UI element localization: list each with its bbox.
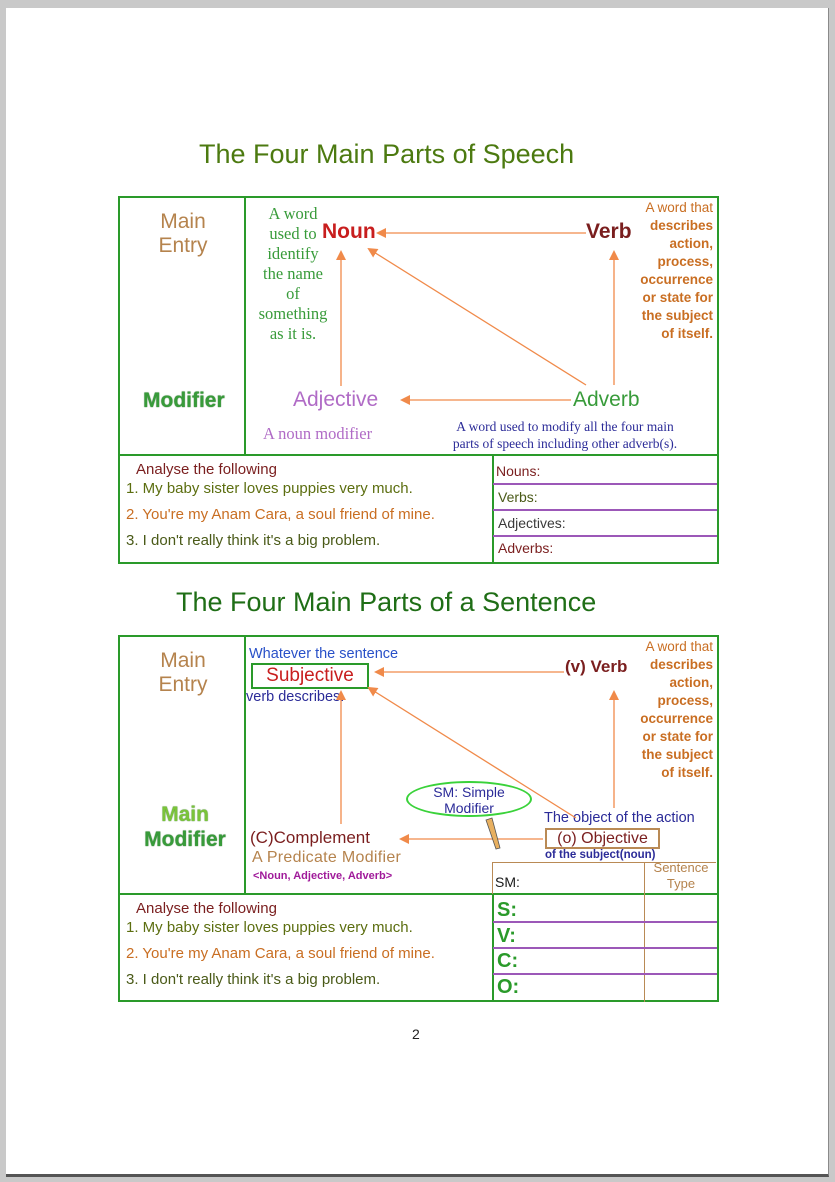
sentence-item: 3. I don't really think it's a big problem. (126, 971, 381, 988)
adverbs-label: Adverbs: (498, 540, 554, 556)
main-entry-line-1: Main (160, 210, 206, 233)
analyse-title: Analyse the following (136, 461, 277, 478)
svo-object-label: O: (497, 976, 520, 998)
main-modifier-line-2: Modifier (144, 828, 226, 851)
verb-def-line: of itself. (661, 326, 713, 341)
verb-def-line: process, (657, 693, 713, 708)
complement-word: Complement (273, 828, 370, 847)
adjectives-label: Adjectives: (498, 515, 566, 531)
adverb-word: Adverb (573, 388, 640, 411)
noun-def-line: the name (262, 264, 323, 283)
verb-def-line: occurrence (640, 272, 713, 287)
verb-def-line: action, (669, 675, 713, 690)
svo-complement-label: C: (497, 950, 519, 972)
analyse-title-2: Analyse the following (136, 900, 277, 917)
sentence-type-line: Sentence (653, 860, 709, 875)
verb-def-line: process, (657, 254, 713, 269)
verb-def-line: the subject (641, 308, 713, 323)
noun-def-line: as it is. (269, 324, 317, 343)
subjective-bottom-text: verb describes. (246, 689, 345, 705)
sentence-item: 3. I don't really think it's a big problem. (126, 532, 381, 549)
main-entry-line-2: Entry (158, 234, 208, 257)
subjective-top-text: Whatever the sentence (249, 646, 399, 662)
sentence-item: 1. My baby sister loves puppies very much. (126, 480, 413, 497)
noun-def-line: A word (268, 204, 318, 223)
sentence-item: 2. You're my Anam Cara, a soul friend of mine. (126, 506, 435, 523)
verb-def-line: occurrence (640, 711, 713, 726)
noun-def-line: used to (269, 224, 317, 243)
svo-row-line (493, 973, 717, 975)
noun-def-line: something (258, 304, 328, 323)
type-column-divider (644, 862, 645, 1002)
sentence-verb-word: (v) Verb (565, 657, 628, 676)
complement-subtitle: A Predicate Modifier (252, 849, 402, 866)
pencil-pointer-icon (486, 818, 500, 849)
objective-box: (o) Objective (545, 828, 660, 849)
svo-row-line (493, 947, 717, 949)
verb-def-line: A word that (645, 639, 713, 654)
adjective-definition: A noun modifier (263, 424, 373, 443)
modifier-label: Modifier (143, 389, 225, 412)
adverb-def-line: parts of speech including other adverb(s). (452, 436, 678, 451)
verb-def-line: action, (669, 236, 713, 251)
verb-word: Verb (586, 220, 632, 243)
sentence-item: 2. You're my Anam Cara, a soul friend of mine. (126, 945, 435, 962)
section2-title: The Four Main Parts of a Sentence (176, 587, 597, 617)
verbs-label: Verbs: (498, 489, 538, 505)
verb-def-line: of itself. (661, 765, 713, 780)
sm-line: Modifier (444, 800, 494, 816)
svo-row-line (493, 921, 717, 923)
nouns-label: Nouns: (496, 463, 541, 479)
sm-label: SM: (495, 874, 520, 890)
adverb-def-line: A word used to modify all the four main (456, 419, 674, 434)
verb-def-line: or state for (642, 729, 713, 744)
object-bottom-text: of the subject(noun) (545, 849, 656, 861)
sentence-item: 1. My baby sister loves puppies very much. (126, 919, 413, 936)
noun-def-line: identify (267, 244, 319, 263)
complement-prefix: (C) (250, 828, 274, 847)
main-modifier-line-1: Main (161, 803, 209, 826)
subjective-box: Subjective (251, 663, 369, 689)
sm-line: SM: Simple (433, 784, 505, 800)
object-top-text: The object of the action (544, 810, 695, 826)
verb-def-line: or state for (642, 290, 713, 305)
sm-row-left (492, 862, 493, 894)
verb-def-line: describes (649, 218, 713, 233)
verb-def-line: the subject (641, 747, 713, 762)
sentence-type-label (646, 860, 716, 892)
noun-def-line: of (286, 284, 300, 303)
complement-types: <Noun, Adjective, Adverb> (253, 870, 393, 882)
svo-subject-label: S: (497, 899, 517, 921)
verb-def-line: A word that (645, 200, 713, 215)
svo-verb-label: V: (497, 925, 516, 947)
objective-to-subjective-arrow (369, 688, 576, 818)
main-entry-line-1: Main (160, 649, 206, 672)
page-number: 2 (412, 1026, 420, 1042)
noun-word: Noun (322, 220, 376, 243)
verb-def-line: describes (649, 657, 713, 672)
main-entry-line-2: Entry (158, 673, 208, 696)
sentence-type-line: Type (666, 876, 696, 891)
analyse-sentences-2 (126, 915, 435, 993)
section1-title: The Four Main Parts of Speech (199, 139, 575, 169)
adjective-word: Adjective (293, 388, 379, 411)
